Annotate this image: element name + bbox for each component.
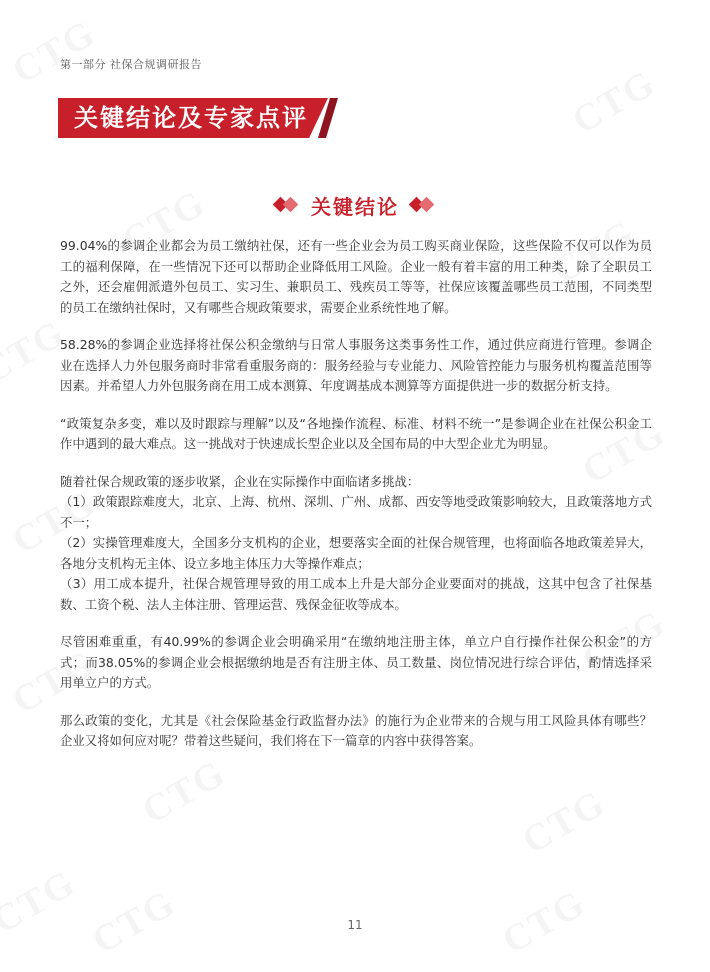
challenge-item: （1）政策跟踪难度大，北京、上海、杭州、深圳、广州、成都、西安等地受政策影响较大，且政策落地方式不一； [60,494,652,530]
watermark [515,781,614,863]
paragraph: 99.04%的参调企业都会为员工缴纳社保，还有一些企业会为员工购买商业保险，这些保险不仅可以作为员工的福利保障，在一些情况下还可以帮助企业降低用工风险。企业一般有着丰富的用工种类，除了全职员工之外，还会雇佣派遣外包员工、实习生、兼职员工、残疾员工等等，社保应该覆盖哪些员工范围，不同类型的员工在缴纳社保时，又有哪些合规政策要求，需要企业系统性地了解。 [60,238,652,315]
challenge-item: （2）实操管理难度大，全国多分支机构的企业，想要落实全面的社保合规管理，也将面临各地政策差异大，各地分支机构无主体、设立多地主体压力大等操作难点； [60,535,652,571]
body-content [60,236,652,769]
challenge-item: （3）用工成本提升，社保合规管理导致的用工成本上升是大部分企业要面对的挑战，这其中包含了社保基数、工资个税、法人主体注册、管理运营、残保金征收等成本。 [60,576,652,612]
diamond-ornament-right-icon [409,197,437,213]
watermark-text [5,12,103,93]
page-title: 关键结论及专家点评 [74,104,308,132]
watermark [5,11,104,93]
diamond-ornament-left-icon [273,197,301,213]
page-number: 11 [347,918,363,932]
paragraph: 尽管困难重重，有40.99%的参调企业会明确采用“在缴纳地注册主体，单立户自行操作社保公积金”的方式；而38.05%的参调企业会根据缴纳地是否有注册主体、员工数量、岗位情况进行综合评估，酌情选择采用单立户的方式。 [60,634,652,690]
section-header [0,190,710,220]
paragraph: 那么政策的变化，尤其是《社会保险基金行政监督办法》的施行为企业带来的合规与用工风险具体有哪些？企业又将如何应对呢？带着这些疑问，我们将在下一篇章的内容中获得答案。 [60,712,652,748]
watermark-text [515,782,613,863]
watermark [565,61,664,143]
watermark-text [565,62,663,143]
section-label: 第一部分 社保合规调研报告 [60,58,202,71]
challenges-intro: 随着社保合规政策的逐步收紧，企业在实际操作中面临诸多挑战： [60,473,420,489]
paragraph: 58.28%的参调企业选择将社保公积金缴纳与日常人事服务这类事务性工作，通过供应商进行管理。参调企业在选择人力外包服务商时非常看重服务商的：服务经验与专业能力、风险管控能力与服务机构覆盖范围等因素。并希望人力外包服务商在用工成本测算、年度调基成本测算等方面提供进一步的数据分析支持。 [60,337,652,393]
section-title: 关键结论 [311,194,399,219]
paragraph: “政策复杂多变，难以及时跟踪与理解”以及“各地操作流程、标准、材料不统一”是参调企业在社保公积金工作中遇到的最大难点。这一挑战对于快速成长型企业以及全国布局的中大型企业尤为明显。 [60,415,652,451]
challenges-paragraph [60,472,652,616]
